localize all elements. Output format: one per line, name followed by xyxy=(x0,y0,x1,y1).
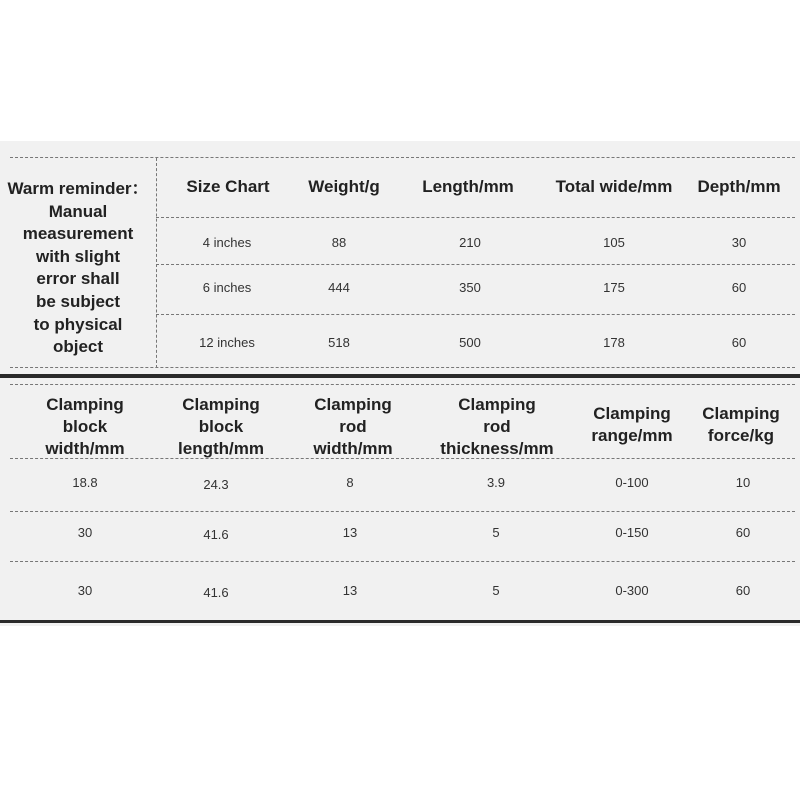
table2-cell: 13 xyxy=(342,524,358,540)
table1-cell: 30 xyxy=(731,234,747,250)
table2-cell: 3.9 xyxy=(486,474,506,490)
table2-cell: 41.6 xyxy=(203,584,229,600)
table1-header-weight: Weight/g xyxy=(308,177,380,196)
table2-cell: 5 xyxy=(492,524,500,540)
table2-cell: 0-150 xyxy=(615,524,649,540)
table1-cell: 6 inches xyxy=(202,279,252,295)
table1-row-rule xyxy=(156,314,795,315)
table2-cell: 60 xyxy=(735,524,751,540)
table1-cell: 518 xyxy=(328,334,350,350)
table1-header-rule xyxy=(156,217,795,218)
table2-header-rod-width: Clamping rod width/mm xyxy=(313,395,393,458)
table1-top-rule xyxy=(10,157,795,158)
table2-cell: 30 xyxy=(77,524,93,540)
table1-cell: 12 inches xyxy=(199,334,255,350)
table1-header-length: Length/mm xyxy=(422,177,514,196)
table1-cell: 178 xyxy=(603,334,625,350)
table2-cell: 0-100 xyxy=(615,474,649,490)
table2-cell: 10 xyxy=(735,474,751,490)
table2-header-block-width: Clamping block width/mm xyxy=(45,395,125,458)
table1-cell: 88 xyxy=(331,234,347,250)
table1-header-depth: Depth/mm xyxy=(697,177,781,196)
table1-header-total-wide: Total wide/mm xyxy=(555,177,673,196)
table2-row-rule xyxy=(10,561,795,562)
table1-cell: 175 xyxy=(603,279,625,295)
table2-cell: 30 xyxy=(77,582,93,598)
table2-header-force: Clamping force/kg xyxy=(702,404,780,445)
table1-bottom-rule xyxy=(10,367,795,368)
table2-cell: 18.8 xyxy=(72,474,98,490)
bottom-divider-thick xyxy=(0,620,800,623)
table2-cell: 60 xyxy=(735,582,751,598)
table1-cell: 500 xyxy=(459,334,481,350)
table2-header-block-length: Clamping block length/mm xyxy=(178,395,264,458)
table2-header-rod-thickness: Clamping rod thickness/mm xyxy=(440,395,554,458)
table1-cell: 60 xyxy=(731,279,747,295)
table1-cell: 444 xyxy=(328,279,350,295)
table2-cell: 5 xyxy=(492,582,500,598)
table1-header-size-chart: Size Chart xyxy=(186,177,270,196)
section-divider-thick xyxy=(0,374,800,378)
table1-cell: 60 xyxy=(731,334,747,350)
table1-row-rule xyxy=(156,264,795,265)
table1-column-divider xyxy=(156,158,157,368)
table1-cell: 4 inches xyxy=(202,234,252,250)
warm-reminder-note: Warm reminder： Manual measurement with slight error shall be subject to physical object xyxy=(7,179,149,357)
table2-cell: 24.3 xyxy=(203,476,229,492)
table2-cell: 41.6 xyxy=(203,526,229,542)
table2-cell: 8 xyxy=(346,474,354,490)
table2-cell: 13 xyxy=(342,582,358,598)
table1-cell: 350 xyxy=(459,279,481,295)
table1-cell: 210 xyxy=(459,234,481,250)
table2-row-rule xyxy=(10,511,795,512)
table2-header-range: Clamping range/mm xyxy=(591,404,673,445)
table2-cell: 0-300 xyxy=(615,582,649,598)
table2-top-rule xyxy=(10,384,795,385)
table1-cell: 105 xyxy=(603,234,625,250)
